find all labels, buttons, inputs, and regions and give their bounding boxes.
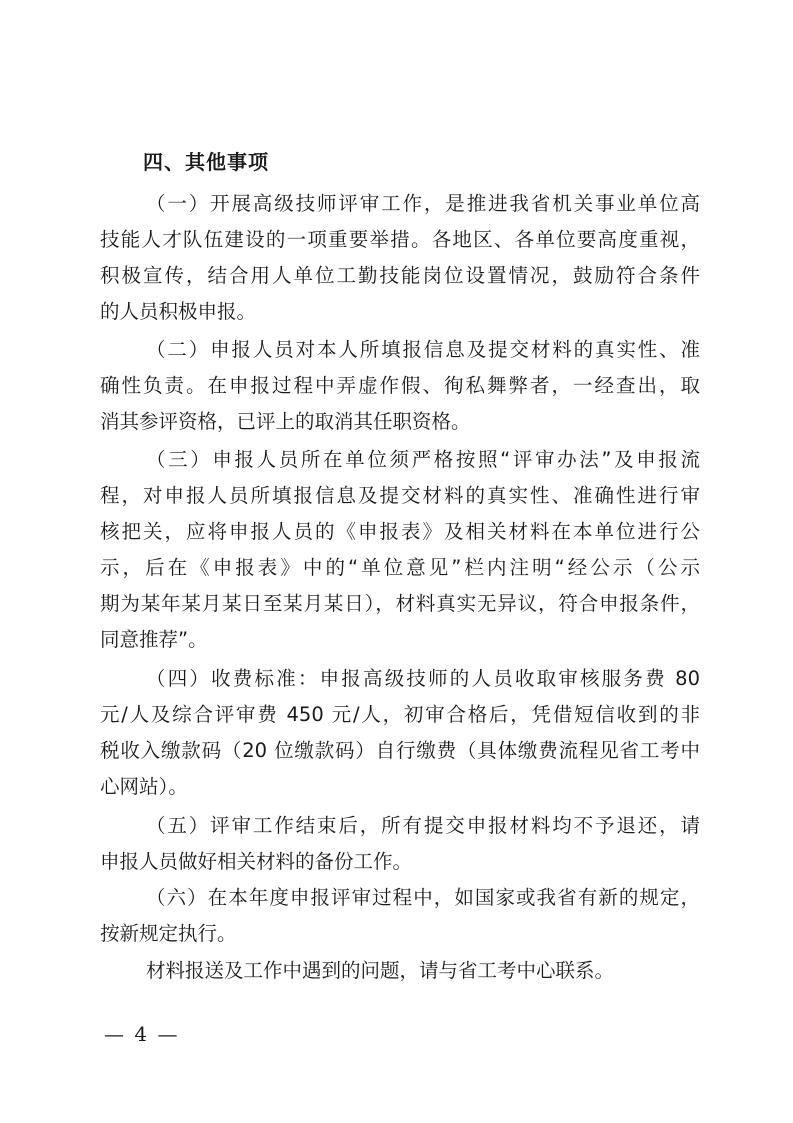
section-heading: 四、其他事项 — [143, 150, 269, 174]
paragraph-line: 同意推荐”。 — [100, 628, 208, 651]
paragraph-line: （三）申报人员所在单位须严格按照“评审办法”及申报流 — [146, 448, 700, 471]
paragraph-1 — [100, 192, 700, 336]
paragraph-line: （四）收费标准：申报高级技师的人员收取审核服务费 80 — [146, 667, 700, 690]
page-number: — 4 — — [104, 1022, 180, 1046]
paragraph-3 — [100, 448, 700, 664]
paragraph-2 — [100, 338, 700, 446]
paragraph-line: 按新规定执行。 — [100, 922, 237, 945]
paragraph-line: 核把关，应将申报人员的《申报表》及相关材料在本单位进行公 — [100, 520, 700, 543]
paragraph-5 — [100, 814, 700, 886]
paragraph-line: 元/人及综合评审费 450 元/人，初审合格后，凭借短信收到的非 — [100, 703, 700, 726]
paragraph-line: 期为某年某月某日至某月某日），材料真实无异议，符合申报条件， — [100, 592, 700, 615]
paragraph-line: 材料报送及工作中遇到的问题，请与省工考中心联系。 — [146, 959, 615, 982]
paragraph-line: （一）开展高级技师评审工作，是推进我省机关事业单位高 — [146, 192, 700, 215]
paragraph-line: 程，对申报人员所填报信息及提交材料的真实性、准确性进行审 — [100, 484, 700, 507]
paragraph-line: 积极宣传，结合用人单位工勤技能岗位设置情况，鼓励符合条件 — [100, 264, 700, 287]
paragraph-line: 消其参评资格，已评上的取消其任职资格。 — [100, 410, 471, 433]
paragraph-line: （五）评审工作结束后，所有提交申报材料均不予退还，请 — [146, 814, 700, 837]
paragraph-line: 心网站）。 — [100, 775, 188, 798]
paragraph-line: 确性负责。在申报过程中弄虚作假、徇私舞弊者，一经查出，取 — [100, 374, 700, 397]
paragraph-7 — [100, 959, 700, 995]
paragraph-line: （六）在本年度申报评审过程中，如国家或我省有新的规定， — [146, 886, 700, 909]
paragraph-line: 技能人才队伍建设的一项重要举措。各地区、各单位要高度重视， — [100, 228, 700, 251]
paragraph-line: 申报人员做好相关材料的备份工作。 — [100, 850, 413, 873]
paragraph-line: 税收入缴款码（20 位缴款码）自行缴费（具体缴费流程见省工考中 — [100, 739, 700, 762]
paragraph-line: 的人员积极申报。 — [100, 300, 257, 323]
paragraph-line: （二）申报人员对本人所填报信息及提交材料的真实性、准 — [146, 338, 700, 361]
paragraph-4 — [100, 667, 700, 811]
paragraph-6 — [100, 886, 700, 958]
paragraph-line: 示，后在《申报表》中的“单位意见”栏内注明“经公示（公示 — [100, 556, 700, 579]
